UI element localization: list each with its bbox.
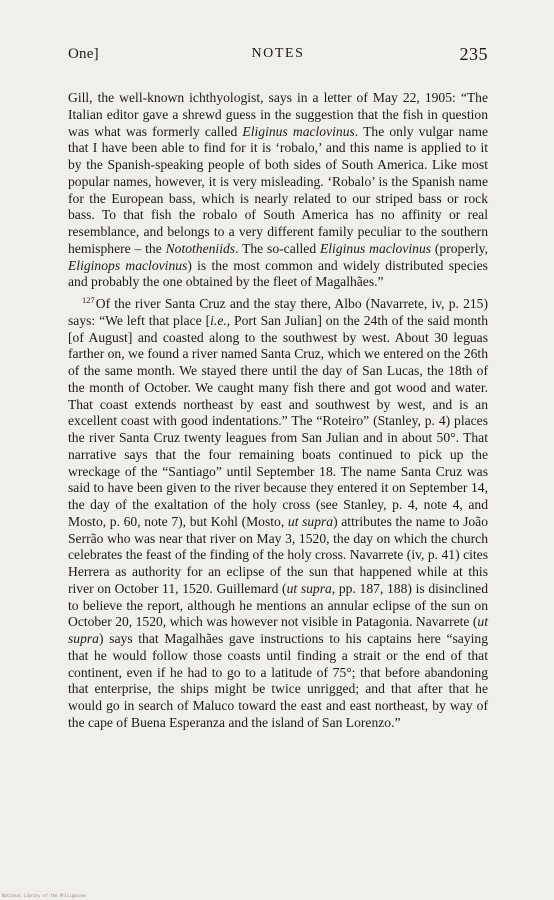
note-paragraph-127 bbox=[68, 296, 488, 732]
paragraph-text: Gill, the well-known ichthyologist, says in a letter of May 22, 1905: “The Italian editor gave a shrewd guess in the suggestion that the fish in question was what was formerly called Eliginus maclovinus. The only vulgar name that I have been able to find for it is ‘robalo,’ and this name is applied to it by the Spanish-speaking people of both sides of South America. Like most popular names, however, it is very misleading. ‘Robalo’ is the Spanish name for the European bass, which is nearly related to our striped bass or rock bass. To that fish the robalo of South America has no affinity or real resemblance, and belongs to a very different family peculiar to the southern hemisphere – the Nototheniids. The so-called Eliginus maclovinus (properly, Eliginops maclovinus) is the most common and widely distributed species and probably the one obtained by the fleet of Magalhães.” bbox=[68, 90, 488, 290]
italic-term: Eliginus maclovinus bbox=[319, 240, 432, 256]
library-stamp: National Library of the Philippines bbox=[2, 893, 87, 898]
italic-term: Eliginops maclovinus bbox=[68, 257, 188, 273]
italic-term: Nototheniids bbox=[165, 240, 236, 256]
note-number: 127 bbox=[82, 295, 95, 305]
page-number: 235 bbox=[459, 44, 488, 64]
italic-term: ut supra bbox=[286, 580, 332, 596]
running-header bbox=[68, 44, 488, 66]
paragraph-body: Of the river Santa Cruz and the stay there, Albo (Navarrete, iv, p. 215) says: “We left that place [i.e., Port San Julian] on the 24th of the said month [of August] and coasted along to the southwest by west. About 30 leguas farther on, we found a river named Santa Cruz, which we entered on the 26th of the same month. We stayed there until the day of San Lucas, the 18th of the month of October. We caught many fish there and got wood and water. That coast extends northeast by east and southwest by west, and is an excellent coast with good indentations.” The “Roteiro” (Stanley, p. 4) places the river Santa Cruz twenty leagues from San Julian and in about 50°. That narrative says that the four remaining boats continued to pick up the wreckage of the “Santiago” until September 18. The name Santa Cruz was said to have been given to the river because they entered it on September 14, the day of the exaltation of the holy cross (see Stanley, p. 4, note 4, and Mosto, p. 60, note 7), but Kohl (Mosto, ut supra) attributes the name to João Serrão who was near that river on May 3, 1520, the day on which the church celebrates the feast of the finding of the holy cross. Navarrete (iv, p. 41) cites Herrera as authority for an eclipse of the sun that happened while at this river on October 11, 1520. Guillemard (ut supra, pp. 187, 188) is disinclined to believe the report, although he mentions an annular eclipse of the sun on October 20, 1520, which was however not visible in Patagonia. Navarrete (ut supra) says that Magalhães gave instructions to his captains here “saying that he would follow those coasts until finding a strait or the end of that continent, even if he had to go to a latitude of 75°; that before abandoning that enterprise, the ships might be twice unrigged; and that after that he would go in search of Maluco toward the east and east northeast, by way of the cape of Buena Esperanza and the island of San Lorenzo.” bbox=[68, 296, 489, 730]
italic-term: ut supra bbox=[287, 513, 334, 529]
section-title: NOTES bbox=[251, 46, 305, 61]
italic-term: i.e. bbox=[210, 312, 227, 328]
paragraph-text bbox=[68, 296, 488, 732]
italic-term: Eliginus maclovinus bbox=[242, 123, 355, 139]
italic-term: ut supra bbox=[68, 614, 488, 646]
note-paragraph-gill bbox=[68, 90, 488, 291]
chapter-label: One] bbox=[68, 46, 99, 62]
